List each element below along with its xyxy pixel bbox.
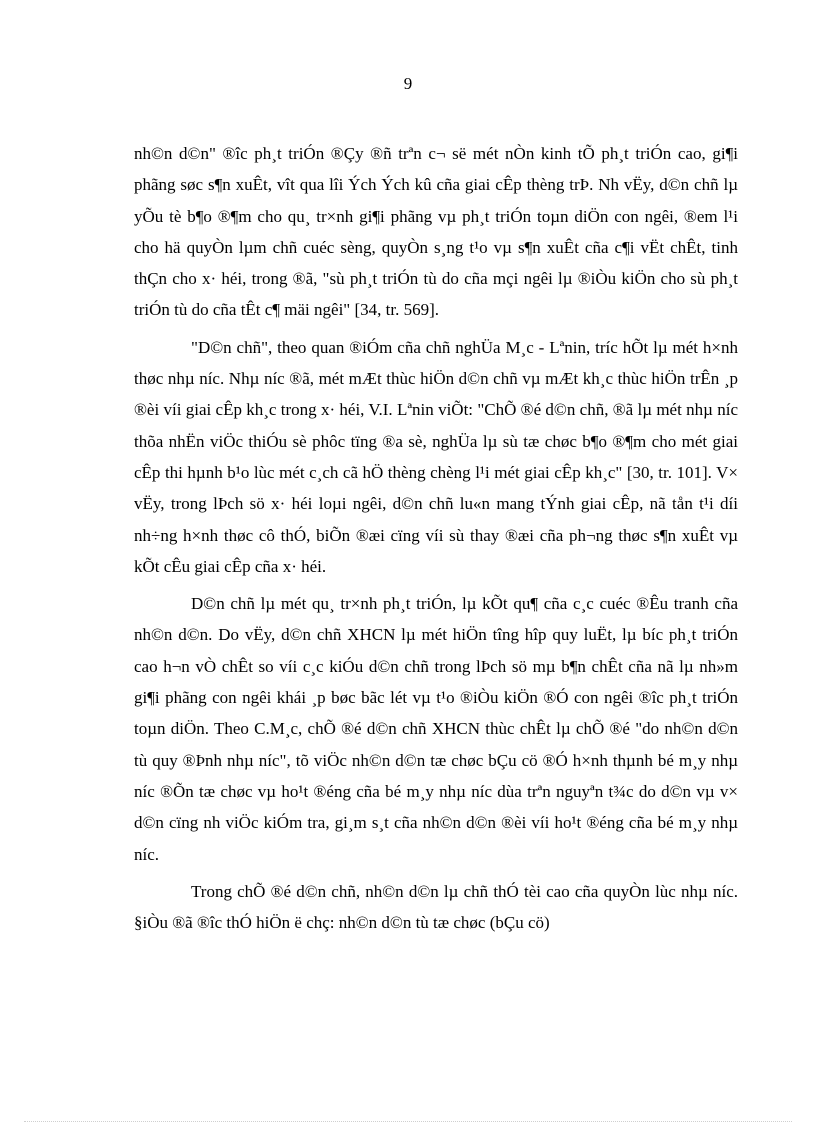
- paragraph-4: Trong chÕ ®é d©n chñ, nh©n d©n lµ chñ thÓ tèi cao cña quyÒn lùc nhµ níc. §iÒu ®ã ®îc thÓ hiÖn ë chç: nh©n d©n tù tæ chøc (bÇu cö): [134, 881, 738, 933]
- page-number: 9: [403, 74, 413, 93]
- paragraph-1: nh©n d©n" ®îc ph¸t triÓn ®Çy ®ñ trªn c¬ së mét nÒn kinh tÕ ph¸t triÓn cao, gi¶i phãng søc s¶n xuÊt, vît qua lîi Ých Ých kû cña giai cÊp thèng trÞ. Nh vËy, d©n chñ lµ yÕu tè b¶o ®¶m cho qu¸ tr×nh gi¶i phãng vµ ph¸t triÓn toµn diÖn con ngêi, ®em l¹i cho hä quyÒn lµm chñ cuéc sèng, quyÒn s¸ng t¹o vµ s¶n xuÊt cña c¶i vËt chÊt, tinh thÇn cho x· héi, trong ®ã, "sù ph¸t triÓn tù do cña mçi ngêi lµ ®iÒu kiÖn cho sù ph¸t triÓn tù do cña tÊt c¶ mäi ngêi" [34, tr. 569].: [134, 144, 738, 320]
- body-text: [134, 138, 738, 938]
- paragraph-2: "D©n chñ", theo quan ®iÓm cña chñ nghÜa M¸c - Lªnin, tríc hÕt lµ mét h×nh thøc nhµ níc. Nhµ níc ®ã, mét mÆt thùc hiÖn d©n chñ vµ mÆt kh¸c thùc hiÖn trÊn ¸p ®èi víi giai cÊp kh¸c trong x· héi, V.I. Lªnin viÕt: "ChÕ ®é d©n chñ, ®ã lµ mét nhµ níc thõa nhËn viÖc thiÓu sè phôc tïng ®a sè, nghÜa lµ sù tæ chøc b¶o ®¶m cho mét giai cÊp thi hµnh b¹o lùc mét c¸ch cã hÖ thèng chèng l¹i mét giai cÊp kh¸c" [30, tr. 101]. V× vËy, trong lÞch sö x· héi loµi ngêi, d©n chñ lu«n mang tÝnh giai cÊp, nã tån t¹i díi nh÷ng h×nh thøc cô thÓ, biÕn ®æi cïng víi sù thay ®æi cña ph¬ng thøc s¶n xuÊt vµ kÕt cÊu giai cÊp cña x· héi.: [134, 337, 738, 576]
- page-bottom-divider: [24, 1121, 792, 1122]
- paragraph-3: D©n chñ lµ mét qu¸ tr×nh ph¸t triÓn, lµ kÕt qu¶ cña c¸c cuéc ®Êu tranh cña nh©n d©n. Do vËy, d©n chñ XHCN lµ mét hiÖn tîng hîp quy luËt, lµ bíc ph¸t triÓn cao h¬n vÒ chÊt so víi c¸c kiÓu d©n chñ trong lÞch sö mµ b¶n chÊt cña nã lµ nh»m gi¶i phãng con ngêi khái ¸p bøc bãc lét vµ t¹o ®iÒu kiÖn ®Ó con ngêi ®îc ph¸t triÓn toµn diÖn. Theo C.M¸c, chÕ ®é d©n chñ XHCN thùc chÊt lµ chÕ ®é "do nh©n d©n tù quy ®Þnh nhµ níc", tõ viÖc nh©n d©n tæ chøc bÇu cö ®Ó h×nh thµnh bé m¸y nhµ níc ®Õn tæ chøc vµ ho¹t ®éng cña bé m¸y nhµ níc dùa trªn nguyªn t¾c do d©n vµ v× d©n cïng nh viÖc kiÓm tra, gi¸m s¸t cña nh©n d©n ®èi víi ho¹t ®éng cña bé m¸y nhµ níc.: [134, 594, 738, 864]
